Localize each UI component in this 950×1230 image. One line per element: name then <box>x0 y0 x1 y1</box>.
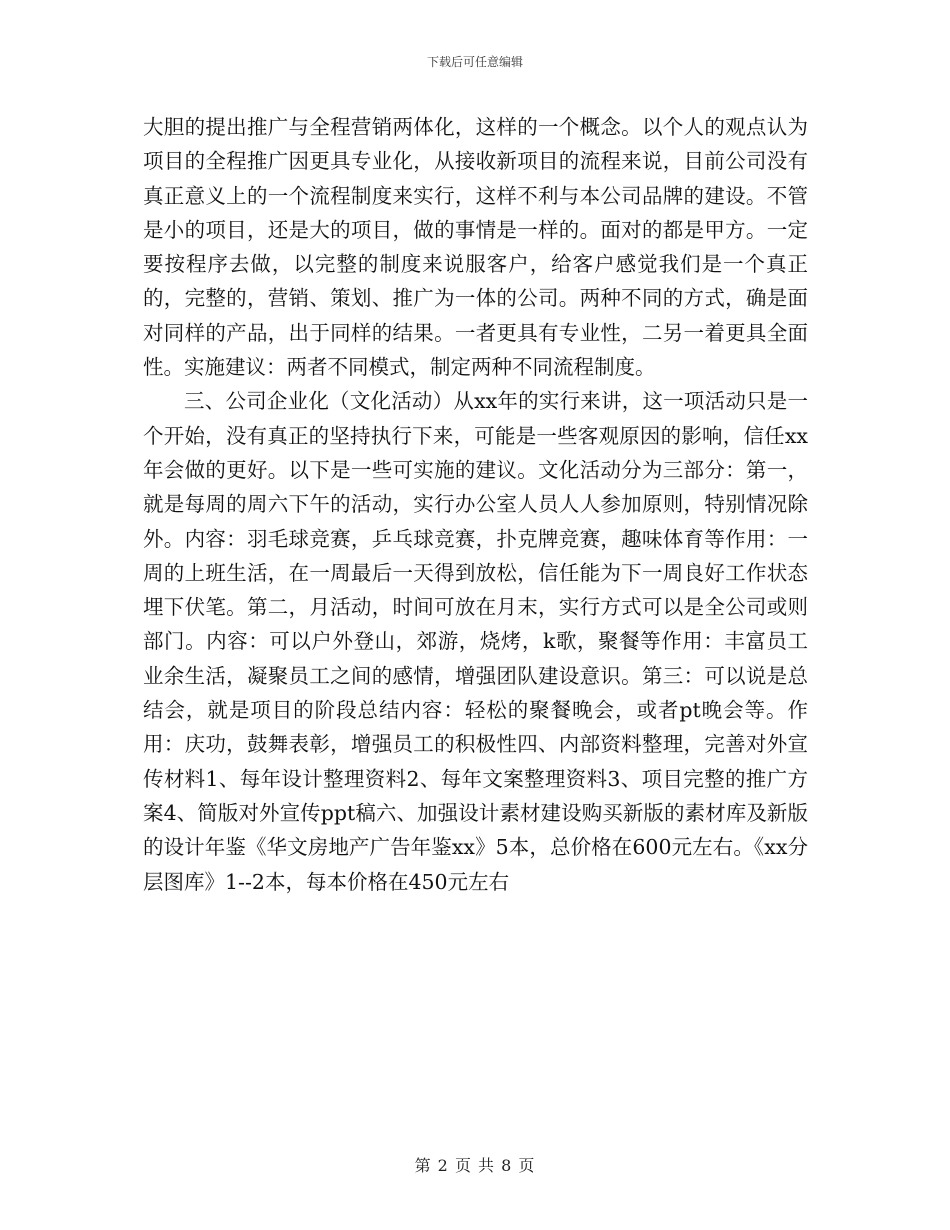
document-body <box>143 110 808 899</box>
paragraph-section-three: 三、公司企业化（文化活动）从xx年的实行来讲，这一项活动只是一个开始，没有真正的坚持执行下来，可能是一些客观原因的影响，信任xx年会做的更好。以下是一些可实施的建议。文化活动分为三部分：第一，就是每周的周六下午的活动，实行办公室人员人人参加原则，特别情况除外。内容：羽毛球竞赛，乒乓球竞赛，扑克牌竞赛，趣味体育等作用：一周的上班生活，在一周最后一天得到放松，信任能为下一周良好工作状态埋下伏笔。第二，月活动，时间可放在月末，实行方式可以是全公司或则部门。内容：可以户外登山，郊游，烧烤，k歌，聚餐等作用：丰富员工业余生活，凝聚员工之间的感情，增强团队建设意识。第三：可以说是总结会，就是项目的阶段总结内容：轻松的聚餐晚会，或者pt晚会等。作用：庆功，鼓舞表彰，增强员工的积极性四、内部资料整理，完善对外宣传材料1、每年设计整理资料2、每年文案整理资料3、项目完整的推广方案4、简版对外宣传ppt稿六、加强设计素材建设购买新版的素材库及新版的设计年鉴《华文房地产广告年鉴xx》5本，总价格在600元左右。《xx分层图库》1--2本，每本价格在450元左右 <box>143 389 808 894</box>
paragraph-continuation: 大胆的提出推广与全程营销两体化，这样的一个概念。以个人的观点认为项目的全程推广因更具专业化，从接收新项目的流程来说，目前公司没有真正意义上的一个流程制度来实行，这样不利与本公司品牌的建设。不管是小的项目，还是大的项目，做的事情是一样的。面对的都是甲方。一定要按程序去做，以完整的制度来说服客户，给客户感觉我们是一个真正的，完整的，营销、策划、推广为一体的公司。两种不同的方式，确是面对同样的产品，出于同样的结果。一者更具有专业性，二另一着更具全面性。实施建议：两者不同模式，制定两种不同流程制度。 <box>143 115 808 380</box>
page-header-note: 下载后可任意编辑 <box>426 55 523 69</box>
page-number-footer: 第 2 页 共 8 页 <box>414 1156 536 1175</box>
